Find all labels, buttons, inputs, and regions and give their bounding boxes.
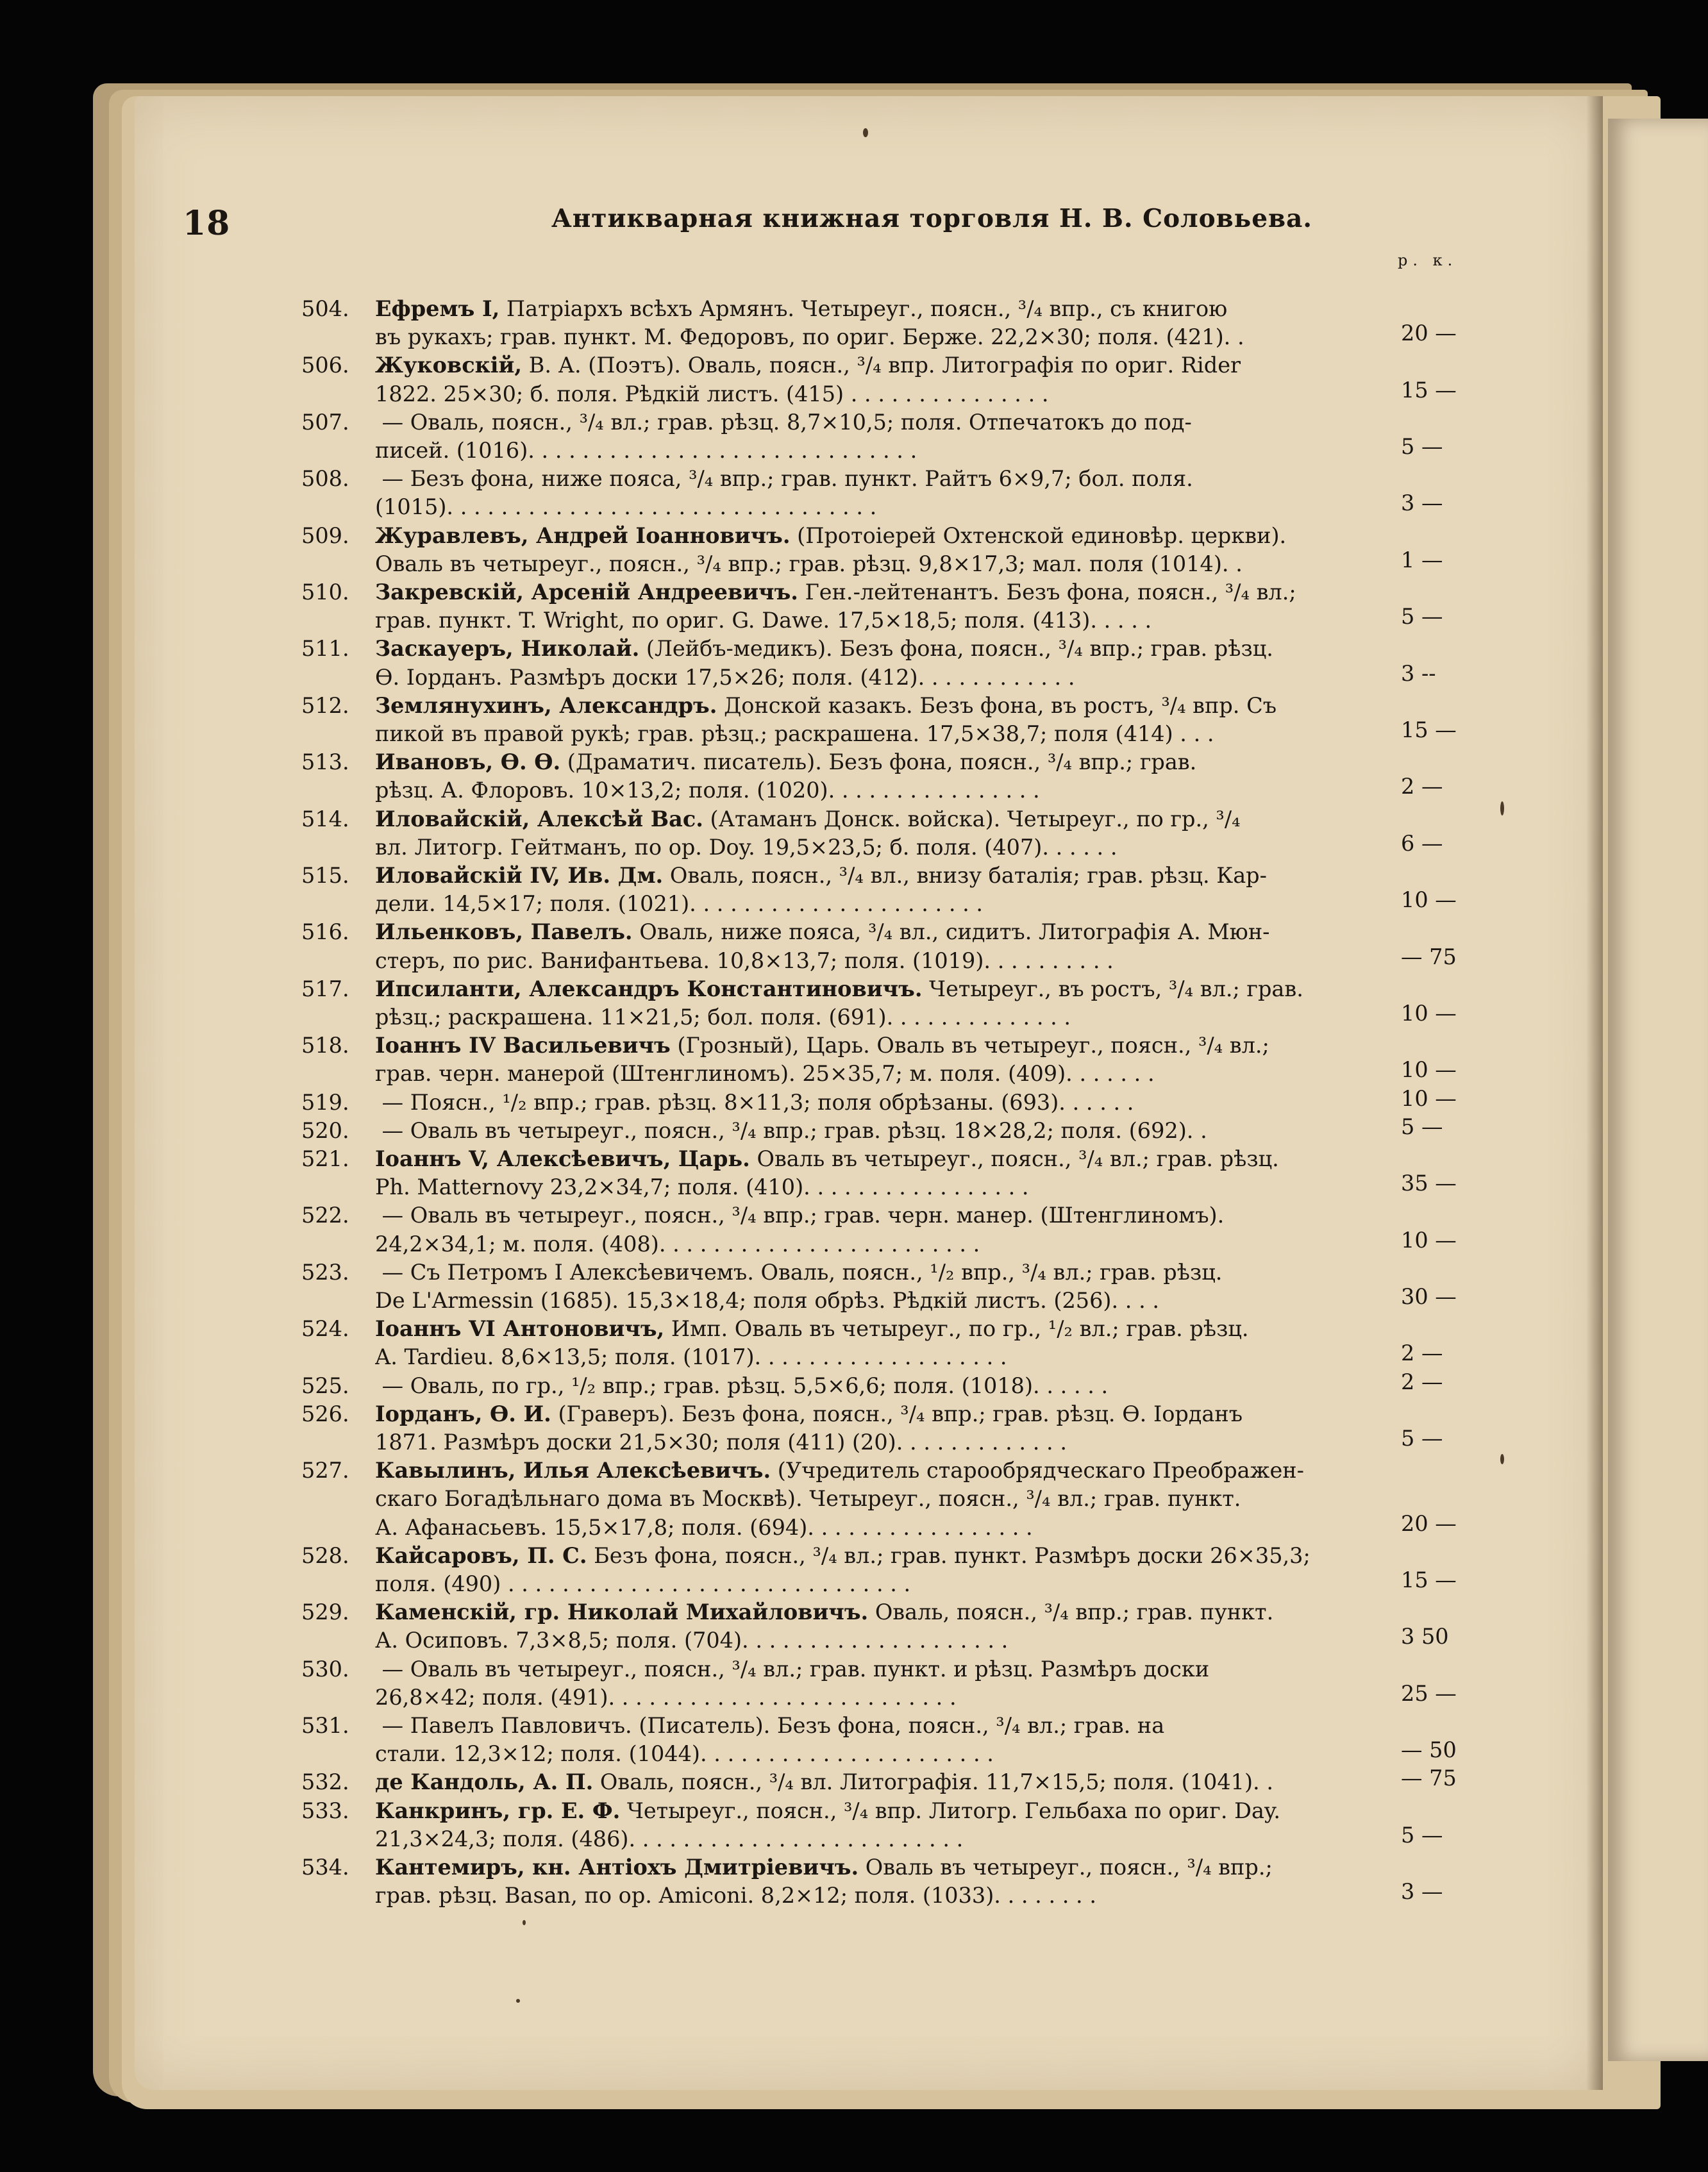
entry-text: Донской казакъ. Безъ фона, въ ростъ, ³/₄ впр. Съ	[717, 692, 1277, 718]
catalog-entry-continuation	[375, 550, 1391, 578]
entry-text: А. Осиповъ. 7,3×8,5; поля. (704). . . . . . . . . . . . . . . . . . . .	[375, 1628, 1009, 1653]
entry-text: грав. черн. манерой (Штенглиномъ). 25×35,7; м. поля. (409). . . . . . .	[375, 1061, 1155, 1087]
entry-text: — Съ Петромъ I Алексѣевичемъ. Оваль, поясн., ¹/₂ впр., ³/₄ вл.; грав. рѣзц.	[375, 1259, 1223, 1285]
entry-text: — Павелъ Павловичъ. (Писатель). Безъ фона, поясн., ³/₄ вл.; грав. на	[375, 1713, 1165, 1738]
catalog-entry-line	[301, 1853, 1391, 1882]
entry-price: 10 —	[1401, 1085, 1457, 1111]
entry-text: дели. 14,5×17; поля. (1021). . . . . . . . . . . . . . . . . . . . . .	[375, 891, 984, 917]
entry-text: въ рукахъ; грав. пункт. М. Федоровъ, по ориг. Берже. 22,2×30; поля. (421). .	[375, 324, 1244, 350]
entry-number: 523.	[301, 1259, 349, 1285]
entry-number: 514.	[301, 806, 349, 831]
entry-name: де Кандоль, А. П.	[375, 1769, 594, 1795]
entry-text: (Лейбъ-медикъ). Безъ фона, поясн., ³/₄ впр.; грав. рѣзц.	[639, 636, 1273, 662]
entry-text: Четыреуг., поясн., ³/₄ впр. Литогр. Гельбаха по ориг. Day.	[620, 1798, 1281, 1823]
entry-text: — Оваль, поясн., ³/₄ вл.; грав. рѣзц. 8,7×10,5; поля. Отпечатокъ до под-	[375, 409, 1192, 435]
entry-price: 35 —	[1401, 1171, 1457, 1196]
entry-price: 5 —	[1401, 1426, 1443, 1451]
catalog-entry-continuation	[375, 947, 1391, 975]
entry-number: 511.	[301, 636, 349, 662]
entry-price: 5 —	[1401, 604, 1443, 630]
entry-price: — 75	[1401, 944, 1457, 969]
catalog-entry-continuation	[375, 1485, 1391, 1513]
entry-price: 15 —	[1401, 377, 1457, 403]
catalog-entry-line	[301, 748, 1391, 776]
entry-price: 10 —	[1401, 1001, 1457, 1026]
entry-price: 3 —	[1401, 490, 1443, 516]
entry-price: 15 —	[1401, 1567, 1457, 1592]
entry-price: 2 —	[1401, 1341, 1443, 1366]
catalog-entry-continuation	[375, 323, 1391, 351]
entry-number: 512.	[301, 692, 349, 718]
entry-number: 513.	[301, 749, 349, 775]
entry-text: Оваль, поясн., ³/₄ вл. Литографія. 11,7×15,5; поля. (1041). .	[593, 1769, 1273, 1795]
catalog-entry-continuation	[375, 380, 1391, 408]
catalog-entry-continuation	[375, 1428, 1391, 1457]
entry-text: Оваль въ четыреуг., поясн., ³/₄ вл.; грав. рѣзц.	[749, 1146, 1279, 1171]
entry-text: 26,8×42; поля. (491). . . . . . . . . . . . . . . . . . . . . . . . . .	[375, 1684, 957, 1710]
entry-name: Іоаннъ IV Васильевичъ	[375, 1033, 671, 1058]
catalog-entry-line	[301, 1457, 1391, 1485]
entry-text: (Протоіерей Охтенской единовѣр. церкви).	[790, 522, 1287, 548]
entry-text: Ph. Matternovy 23,2×34,7; поля. (410). . . . . . . . . . . . . . . . .	[375, 1174, 1029, 1200]
entry-text: Ген.-лейтенантъ. Безъ фона, поясн., ³/₄ вл.;	[798, 580, 1296, 605]
entry-name: Иловайскій, Алексѣй Вас.	[375, 806, 703, 831]
entry-number: 534.	[301, 1855, 349, 1880]
catalog-entry-line	[301, 1598, 1391, 1626]
catalog-entry-continuation	[375, 1287, 1391, 1315]
entry-text: Безъ фона, поясн., ³/₄ вл.; грав. пункт. Размѣръ доски 26×35,3;	[587, 1542, 1310, 1568]
entry-name: Закревскій, Арсеній Андреевичъ.	[375, 580, 798, 605]
entry-text: (Учредитель старообрядческаго Преображен-	[771, 1458, 1304, 1483]
entry-price: 20 —	[1401, 1510, 1457, 1536]
entry-text: вл. Литогр. Гейтманъ, по ор. Doy. 19,5×23,5; б. поля. (407). . . . . .	[375, 834, 1118, 860]
entry-text: 21,3×24,3; поля. (486). . . . . . . . . . . . . . . . . . . . . . . . .	[375, 1826, 964, 1851]
entry-number: 509.	[301, 522, 349, 548]
entry-price: 6 —	[1401, 830, 1443, 856]
entry-price: — 75	[1401, 1766, 1457, 1791]
entry-text: Четыреуг., въ ростъ, ³/₄ вл.; грав.	[922, 976, 1303, 1001]
entry-number: 530.	[301, 1656, 349, 1682]
entry-number: 507.	[301, 409, 349, 435]
catalog-entry-line	[301, 351, 1391, 380]
entry-text: (Драматич. писатель). Безъ фона, поясн., ³/₄ впр.; грав.	[560, 749, 1197, 775]
entry-price: 20 —	[1401, 321, 1457, 346]
catalog-entry-continuation	[375, 1060, 1391, 1088]
catalog-entry-line	[301, 1201, 1391, 1230]
entry-price: 5 —	[1401, 1822, 1443, 1848]
entry-text: пикой въ правой рукѣ; грав. рѣзц.; раскрашена. 17,5×38,7; поля (414) . . .	[375, 721, 1214, 746]
entry-price: 3 50	[1401, 1624, 1449, 1650]
catalog-entry-line	[301, 465, 1391, 493]
entry-name: Журавлевъ, Андрей Іоанновичъ.	[375, 522, 791, 548]
catalog-entry-line	[301, 1089, 1391, 1117]
entry-number: 528.	[301, 1542, 349, 1568]
entry-name: Ильенковъ, Павелъ.	[375, 919, 633, 945]
ink-speck	[1500, 1454, 1504, 1464]
entry-text: грав. пункт. T. Wright, по ориг. G. Dawe. 17,5×18,5; поля. (413). . . . .	[375, 608, 1152, 633]
entry-name: Ипсиланти, Александръ Константиновичъ.	[375, 976, 923, 1001]
entry-number: 520.	[301, 1117, 349, 1143]
ink-speck	[523, 1920, 526, 1925]
catalog-entry-continuation	[375, 1230, 1391, 1258]
catalog-entry-continuation	[375, 1825, 1391, 1853]
catalog-entry-continuation	[375, 833, 1391, 862]
entry-text: скаго Богадѣльнаго дома въ Москвѣ). Четыреуг., поясн., ³/₄ вл.; грав. пункт.	[375, 1486, 1241, 1512]
entry-text: Оваль, поясн., ³/₄ вл., внизу баталія; грав. рѣзц. Кар-	[663, 863, 1267, 888]
catalog-entry-continuation	[375, 890, 1391, 918]
entry-number: 519.	[301, 1089, 349, 1115]
entry-text: стали. 12,3×12; поля. (1044). . . . . . . . . . . . . . . . . . . . . .	[375, 1741, 994, 1767]
catalog-entry-line	[301, 805, 1391, 833]
entry-name: Кайсаровъ, П. С.	[375, 1542, 587, 1568]
catalog-entry-continuation	[375, 1173, 1391, 1201]
catalog-entry-continuation	[375, 1882, 1391, 1910]
entry-number: 531.	[301, 1713, 349, 1738]
entry-price: 3 —	[1401, 1879, 1443, 1905]
entry-number: 506.	[301, 353, 349, 378]
catalog-entry-line	[301, 1032, 1391, 1060]
entry-name: Заскауеръ, Николай.	[375, 636, 640, 662]
entry-price: 30 —	[1401, 1284, 1457, 1309]
catalog-entry-line	[301, 1712, 1391, 1740]
catalog-entry-continuation	[375, 1003, 1391, 1032]
entry-price: 2 —	[1401, 774, 1443, 799]
catalog-entry-continuation	[375, 1343, 1391, 1371]
entry-name: Канкринъ, гр. Е. Ф.	[375, 1798, 621, 1823]
ink-speck	[1500, 801, 1504, 815]
entry-text: стеръ, по рис. Ванифантьева. 10,8×13,7; поля. (1019). . . . . . . . . .	[375, 948, 1114, 973]
entry-price: 3 --	[1401, 660, 1436, 686]
catalog-entry-line	[301, 522, 1391, 550]
entry-text: рѣзц.; раскрашена. 11×21,5; бол. поля. (691). . . . . . . . . . . . . .	[375, 1005, 1071, 1030]
entry-number: 510.	[301, 580, 349, 605]
catalog-entry-line	[301, 918, 1391, 946]
entry-text: Ѳ. Іорданъ. Размѣръ доски 17,5×26; поля. (412). . . . . . . . . . . .	[375, 664, 1075, 690]
entry-price: 10 —	[1401, 1227, 1457, 1253]
entry-price: 10 —	[1401, 887, 1457, 913]
running-head: Антикварная книжная торговля Н. В. Соловьева.	[551, 204, 1312, 233]
catalog-entry-line	[301, 1542, 1391, 1570]
entry-number: 527.	[301, 1458, 349, 1483]
entry-text: (Атаманъ Донск. войска). Четыреуг., по гр., ³/₄	[703, 806, 1241, 831]
entry-number: 504.	[301, 296, 349, 321]
entry-text: — Оваль въ четыреуг., поясн., ³/₄ впр.; грав. рѣзц. 18×28,2; поля. (692). .	[375, 1117, 1207, 1143]
entry-name: Іоаннъ VI Антоновичъ,	[375, 1316, 665, 1342]
ink-speck	[863, 128, 868, 137]
entry-text: В. А. (Поэтъ). Оваль, поясн., ³/₄ впр. Литографія по ориг. Rider	[522, 353, 1241, 378]
catalog-entry-line	[301, 635, 1391, 663]
catalog-entry-line	[301, 1372, 1391, 1400]
catalog-entry-continuation	[375, 1740, 1391, 1768]
catalog-entry-line	[301, 408, 1391, 437]
entry-text: — Безъ фона, ниже пояса, ³/₄ впр.; грав. пункт. Райтъ 6×9,7; бол. поля.	[375, 466, 1193, 492]
catalog-entry-continuation	[375, 1626, 1391, 1655]
catalog-entry-line	[301, 1400, 1391, 1428]
entry-number: 526.	[301, 1401, 349, 1426]
entry-price: — 50	[1401, 1737, 1457, 1763]
entry-name: Ивановъ, Ѳ. Ѳ.	[375, 749, 561, 775]
entry-text: — Поясн., ¹/₂ впр.; грав. рѣзц. 8×11,3; поля обрѣзаны. (693). . . . . .	[375, 1089, 1134, 1115]
entry-text: Оваль въ четыреуг., поясн., ³/₄ впр.; грав. рѣзц. 9,8×17,3; мал. поля (1014). .	[375, 551, 1243, 576]
catalog-entry-continuation	[375, 1514, 1391, 1542]
catalog-entry-line	[301, 1117, 1391, 1145]
entry-text: (Граверъ). Безъ фона, поясн., ³/₄ впр.; грав. рѣзц. Ѳ. Іорданъ	[551, 1401, 1243, 1426]
entry-name: Иловайскій IV, Ив. Дм.	[375, 863, 664, 888]
entry-number: 515.	[301, 863, 349, 888]
price-column-header: р. к.	[1398, 251, 1458, 269]
catalog-entry-continuation	[375, 493, 1391, 521]
catalog-entry-line	[301, 1797, 1391, 1825]
catalog-entry-continuation	[375, 606, 1391, 635]
entry-number: 516.	[301, 919, 349, 945]
entry-text: Патріархъ всѣхъ Армянъ. Четыреуг., поясн., ³/₄ впр., съ книгою	[499, 296, 1228, 321]
entry-text: (Грозный), Царь. Оваль въ четыреуг., поясн., ³/₄ вл.;	[670, 1033, 1269, 1058]
entry-name: Іоаннъ V, Алексѣевичъ, Царь.	[375, 1146, 750, 1171]
entry-name: Землянухинъ, Александръ.	[375, 692, 717, 718]
catalog-entry-line	[301, 1258, 1391, 1287]
catalog-entry-continuation	[375, 776, 1391, 805]
catalog-entry-continuation	[375, 664, 1391, 692]
entry-number: 525.	[301, 1373, 349, 1398]
entry-price: 5 —	[1401, 1114, 1443, 1139]
gutter-shadow	[1586, 96, 1603, 2090]
entry-price: 15 —	[1401, 717, 1457, 742]
entry-price: 2 —	[1401, 1369, 1443, 1394]
entry-number: 522.	[301, 1203, 349, 1228]
entry-number: 529.	[301, 1600, 349, 1625]
page-number: 18	[183, 204, 231, 243]
catalog-entry-continuation	[375, 1683, 1391, 1712]
entry-text: рѣзц. А. Флоровъ. 10×13,2; поля. (1020). . . . . . . . . . . . . . . .	[375, 778, 1040, 803]
entry-text: De L'Armessin (1685). 15,3×18,4; поля обрѣз. Рѣдкій листъ. (256). . . .	[375, 1288, 1160, 1313]
entry-number: 521.	[301, 1146, 349, 1171]
entry-text: Имп. Оваль въ четыреуг., по гр., ¹/₂ вл.; грав. рѣзц.	[664, 1316, 1249, 1342]
entry-name: Іорданъ, Ѳ. И.	[375, 1401, 551, 1426]
entry-price: 5 —	[1401, 434, 1443, 459]
entry-price: 25 —	[1401, 1680, 1457, 1706]
entry-number: 524.	[301, 1316, 349, 1342]
entry-number: 517.	[301, 976, 349, 1001]
entry-text: грав. рѣзц. Basan, по ор. Amiconi. 8,2×12; поля. (1033). . . . . . . .	[375, 1883, 1096, 1909]
entry-number: 508.	[301, 466, 349, 492]
entry-text: Оваль, поясн., ³/₄ впр.; грав. пункт.	[868, 1600, 1274, 1625]
entry-text: (1015). . . . . . . . . . . . . . . . . . . . . . . . . . . . . . . .	[375, 494, 877, 520]
entry-price: 1 —	[1401, 547, 1443, 572]
entry-name: Кавылинъ, Илья Алексѣевичъ.	[375, 1458, 771, 1483]
entry-text: — Оваль въ четыреуг., поясн., ³/₄ впр.; грав. черн. манер. (Штенглиномъ).	[375, 1203, 1225, 1228]
entry-text: А. Афанасьевъ. 15,5×17,8; поля. (694). . . . . . . . . . . . . . . . .	[375, 1514, 1033, 1540]
entry-name: Жуковскій,	[375, 353, 523, 378]
ink-speck	[516, 1999, 520, 2003]
catalog-entry-line	[301, 1145, 1391, 1173]
entry-text: 1871. Размѣръ доски 21,5×30; поля (411) (20). . . . . . . . . . . . .	[375, 1430, 1067, 1455]
entry-number: 532.	[301, 1769, 349, 1795]
catalog-entry-line	[301, 578, 1391, 606]
catalog-entry-line	[301, 862, 1391, 890]
entry-name: Ефремъ I,	[375, 296, 500, 321]
catalog-entry-line	[301, 1315, 1391, 1343]
catalog-entry-continuation	[375, 437, 1391, 465]
entry-text: — Оваль въ четыреуг., поясн., ³/₄ вл.; грав. пункт. и рѣзц. Размѣръ доски	[375, 1656, 1210, 1682]
entry-text: 24,2×34,1; м. поля. (408). . . . . . . . . . . . . . . . . . . . . . . .	[375, 1231, 980, 1257]
entry-text: A. Tardieu. 8,6×13,5; поля. (1017). . . . . . . . . . . . . . . . . . .	[375, 1344, 1007, 1370]
catalog-entry-line	[301, 1768, 1391, 1796]
catalog-entry-line	[301, 295, 1391, 323]
entry-name: Кантемиръ, кн. Антіохъ Дмитріевичъ.	[375, 1855, 859, 1880]
entry-number: 533.	[301, 1798, 349, 1823]
facing-page-edge	[1608, 119, 1708, 2061]
catalog-entry-line	[301, 1655, 1391, 1683]
entry-price: 10 —	[1401, 1057, 1457, 1083]
catalog-entry-continuation	[375, 1570, 1391, 1598]
catalog-entry-line	[301, 692, 1391, 720]
entry-text: — Оваль, по гр., ¹/₂ впр.; грав. рѣзц. 5,5×6,6; поля. (1018). . . . . .	[375, 1373, 1109, 1398]
entry-text: Оваль въ четыреуг., поясн., ³/₄ впр.;	[858, 1855, 1273, 1880]
entry-text: писей. (1016). . . . . . . . . . . . . . . . . . . . . . . . . . . . .	[375, 438, 917, 463]
entry-text: поля. (490) . . . . . . . . . . . . . . . . . . . . . . . . . . . . . .	[375, 1571, 911, 1596]
entry-text: 1822. 25×30; б. поля. Рѣдкій листъ. (415) . . . . . . . . . . . . . . .	[375, 381, 1049, 406]
entry-text: Оваль, ниже пояса, ³/₄ вл., сидитъ. Литографія А. Мюн-	[632, 919, 1270, 945]
entry-number: 518.	[301, 1033, 349, 1058]
entry-name: Каменскій, гр. Николай Михайловичъ.	[375, 1600, 869, 1625]
catalog-entry-continuation	[375, 720, 1391, 748]
catalog-entry-line	[301, 975, 1391, 1003]
